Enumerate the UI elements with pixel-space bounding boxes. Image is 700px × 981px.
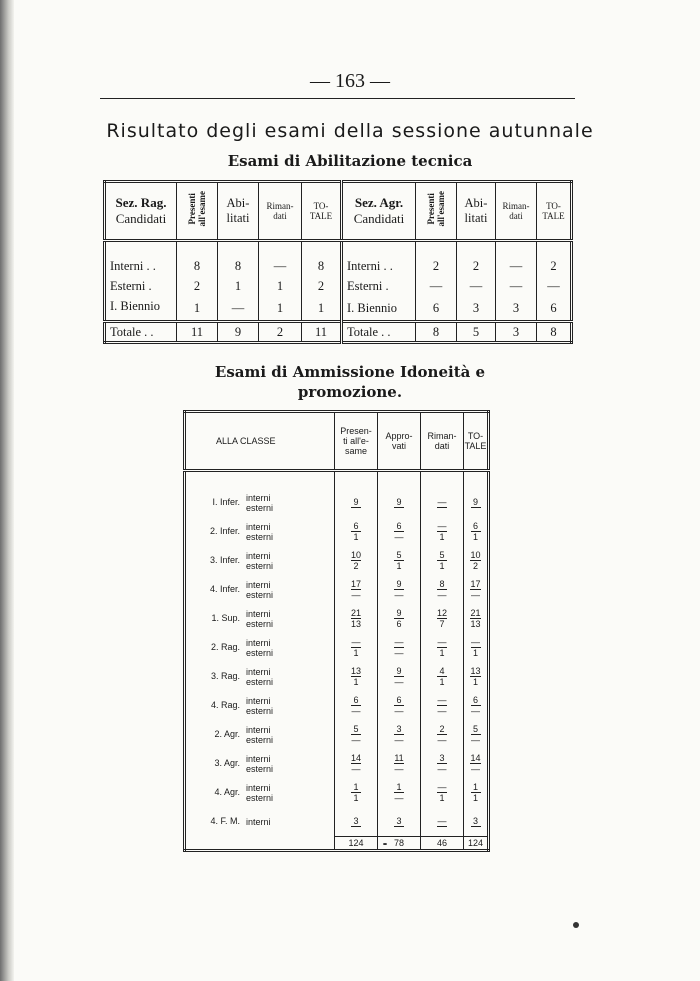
table2-heading: Esami di Ammissione Idoneità e promozione. [214, 363, 486, 401]
total-totale: 124 [464, 837, 489, 851]
left-rimandati-header: Riman- dati [259, 182, 302, 241]
table-row: 4. F. M. interni 3 3 — 3 [185, 807, 489, 837]
right-abilitati-header: Abi- litati [457, 182, 496, 241]
table-row: 4. Infer. interni esterni 17 — 9 — 8 — 17 — [185, 575, 489, 604]
table-row: Interni . . 8 8 — 8 Interni . . 2 2 — 2 [105, 256, 572, 276]
table-row: 4. Agr. interni esterni 1 1 1 — — 1 1 1 [185, 778, 489, 807]
totale-header: TO- TALE [464, 412, 489, 471]
table2-total-row [185, 837, 489, 851]
header-rule [100, 98, 575, 99]
approvati-header: Appro- vati [378, 412, 421, 471]
table-row: 2. Infer. interni esterni 6 1 6 — — 1 6 1 [185, 517, 489, 546]
table-row: I. Infer. interni esterni 9 9 — 9 [185, 471, 489, 518]
total-row: Totale . . 11 9 2 11 Totale . . 8 5 3 8 [105, 322, 572, 343]
left-totale-header: TO- TALE [302, 182, 342, 241]
table1-spacer [105, 241, 572, 257]
right-rimandati-header: Riman- dati [496, 182, 537, 241]
table-row: 3. Rag. interni esterni 13 1 9 — 4 1 13 1 [185, 662, 489, 691]
page-title: Risultato degli esami della sessione autunnale [106, 120, 594, 142]
table-row: Esterni . 2 1 1 2 Esterni . — — — — [105, 276, 572, 296]
table2-body [185, 471, 489, 837]
right-totale-header: TO- TALE [537, 182, 572, 241]
classe-header: ALLA CLASSE [185, 412, 335, 471]
presenti-header: Presen- ti all'e- same [335, 412, 378, 471]
total-rimandati: 46 [421, 837, 464, 851]
table-row: 1. Sup. interni esterni 21 13 9 6 12 7 21 13 [185, 604, 489, 633]
right-section-header: Sez. Agr. Candidati [342, 182, 416, 241]
ink-speck [383, 843, 387, 845]
left-section-header: Sez. Rag. Candidati [105, 182, 177, 241]
page-binding-edge [0, 0, 14, 981]
page-number: — 163 — [310, 70, 390, 92]
table-row: 2. Agr. interni esterni 5 — 3 — 2 — 5 — [185, 720, 489, 749]
table-row: I. Biennio 1 — 1 1 I. Biennio 6 3 3 6 [105, 296, 572, 322]
total-approvati: 78 [378, 837, 421, 851]
rimandati-header: Riman- dati [421, 412, 464, 471]
table1-heading: Esami di Abilitazione tecnica [227, 152, 473, 170]
left-presenti-header: Presenti all'esame [177, 182, 218, 241]
table1-header-row [105, 182, 572, 241]
table-row: 3. Infer. interni esterni 10 2 5 1 5 1 10 2 [185, 546, 489, 575]
left-abilitati-header: Abi- litati [218, 182, 259, 241]
table-row: 2. Rag. interni esterni — 1 — — — 1 — 1 [185, 633, 489, 662]
table-row: 3. Agr. interni esterni 14 — 11 — 3 — 14 — [185, 749, 489, 778]
table2-header-row [185, 412, 489, 471]
table-row: 4. Rag. interni esterni 6 — 6 — — — 6 — [185, 691, 489, 720]
abilitazione-table [103, 180, 573, 344]
ammissione-table [183, 410, 490, 852]
total-presenti: 124 [335, 837, 378, 851]
right-presenti-header: Presenti all'esame [416, 182, 457, 241]
ink-spot [573, 922, 579, 928]
